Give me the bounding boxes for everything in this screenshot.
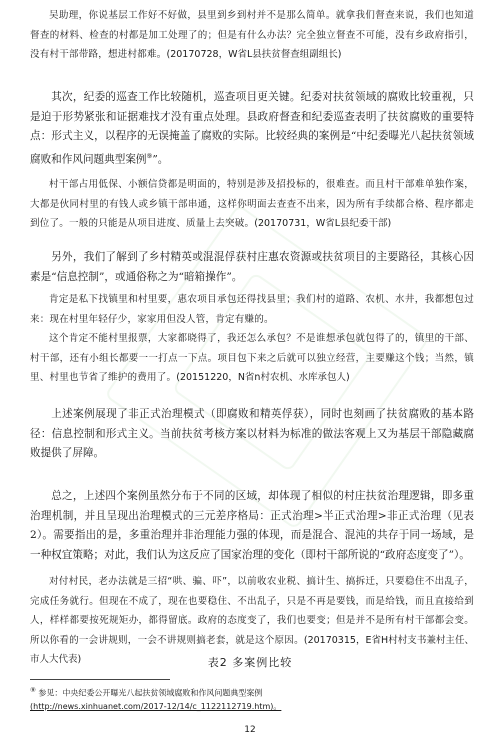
paragraph-end: ”。 — [152, 153, 169, 166]
body-paragraph-2 — [30, 248, 474, 287]
footnote-text: 参见：中央纪委公开曝光八起扶贫领域腐败和作风问题典型案例 — [38, 688, 263, 698]
quote-source: (20170728，W省L县扶贫督查组副组长) — [166, 49, 342, 61]
paragraph-text: 总之，上述四个案例虽然分布于不同的区域，却体现了相似的村庄扶贫治理逻辑，即多重治理机制，并且呈现出治理模式的三元差序格局：正式治理>半正式治理>非正式治理（见表2）。需要指出的是，多重治理并非治理能力强的体现，而是混合、混沌的共存于同一场域，是一种权宜策略；对此，我们认为这反应了国家治理的变化（即村干部所说的“政府态度变了”）。 — [30, 490, 474, 561]
paragraph-text: 其次，纪委的巡查工作比较随机，巡查项目更关键。纪委对扶贫领域的腐败比较重视，只是迫于形势紧张和证据难找才没有重点处理。县政府督查和纪委巡查表明了扶贫腐败的重要特点：形式主义，以程序的无误掩盖了腐败的实际。比较经典的案例是“中纪委曝光八起扶贫领域腐败和作风问题典型案例 — [30, 91, 474, 166]
body-paragraph-1 — [30, 88, 474, 170]
footnote-link[interactable]: (http://news.xinhuanet.com/2017-12/14/c_1122112719.htm)。 — [30, 701, 282, 711]
table-caption: 表2 多案例比较 — [207, 656, 293, 669]
interview-quote-2 — [30, 175, 474, 234]
footnote-divider — [30, 679, 170, 680]
paragraph-text: 另外，我们了解到了乡村精英或混混俘获村庄惠农资源或扶贫项目的主要路径，其核心因素是“信息控制”，或通俗称之为“暗箱操作”。 — [30, 251, 474, 283]
quote-source: (20170315，E省H村村支书兼村主任、市人大代表) — [30, 634, 474, 666]
quote-text: 村干部占用低保、小额信贷都是明面的，特别是涉及招投标的，很难查。而且村干部难单独作案，大都是伙同村里的有钱人或乡镇干部串通，这样你明面去查查不出来，因为所有手续都合格、程序都走到位了。一般的只能是从项目进度、质量上去突破。 — [30, 179, 474, 230]
interview-quote-1 — [30, 6, 474, 65]
interview-quote-3 — [30, 290, 474, 388]
body-paragraph-4 — [30, 487, 474, 565]
footnote-ref: ⑨ — [146, 151, 153, 160]
quote-source: (20151220，N省n村农机、水库承包人) — [176, 372, 350, 384]
quote-text: 对付村民，老办法就是三招“哄、骗、吓”，以前收农业税、搞计生、搞拆迁，只要稳住不出乱子，完成任务就行。但现在不成了，现在也要稳住、不出乱子，只是不再是要钱，而是给钱，而且直接给到人，样样都要按死规矩办，都得留底。政府的态度变了，我们也要变；但是并不是所有村干部都会变。所以你看的一会讲规则，一会不讲规则搞老套，就是这个原因。 — [30, 576, 474, 646]
footnote-marker: ⑨ — [30, 686, 36, 694]
page-number: 12 — [244, 725, 256, 735]
quote-text: 吴助理，你说基层工作好不好做，县里到乡到村并不是那么简单。就拿我们督查来说，我们也知道督查的材料、检查的村都是加工处理了的；但是有什么办法？完全独立督查不可能，没有乡政府指引，没有村干部带路，想进村都难。 — [30, 10, 474, 61]
quote-text-b: 这个肯定不能村里报票，大家都晓得了，我还怎么承包？不是谁想承包就包得了的，镇里的干部、村干部，还有小组长都要一一打点一下点。项目包下来之后就可以独立经营，主要赚这个钱；当然，镇里、村里也节省了维护的费用了。 — [30, 333, 474, 384]
body-paragraph-3 — [30, 405, 474, 464]
footnote — [30, 684, 474, 713]
quote-source: (20170731，W省L县纪委干部) — [254, 218, 392, 230]
quote-text-a: 肯定是私下找镇里和村里要，惠农项目承包还得找县里；我们村的道路、农机、水井，我都想包过来：现在村里年轻仔少，家家用但没人管，肯定有赚的。 — [30, 294, 474, 325]
paragraph-text: 上述案例展现了非正式治理模式（即腐败和精英俘获），同时也刻画了扶贫腐败的基本路径：信息控制和形式主义。当前扶贫考核方案以材料为标准的做法客观上又为基层干部隐藏腐败提供了屏障。 — [30, 408, 474, 460]
